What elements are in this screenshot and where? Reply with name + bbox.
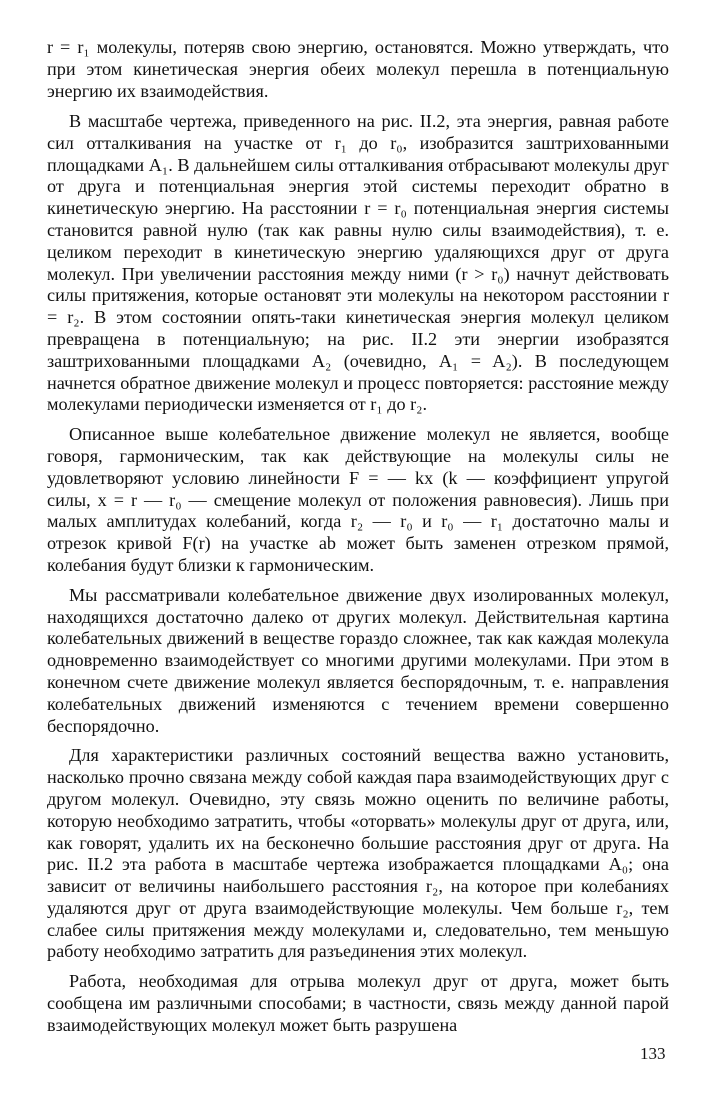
paragraph-6: Работа, необходимая для отрыва молекул друг от друга, может быть сообщена им различными способами; в частности, связь между данной парой взаимодействующих молекул может быть разрушена — [47, 971, 669, 1035]
paragraph-1: r = r₁ молекулы, потеряв свою энергию, остановятся. Можно утверждать, что при этом кинетическая энергия обеих молекул перешла в потенциальную энергию их взаимодействия. — [47, 37, 669, 101]
paragraph-5: Для характеристики различных состояний вещества важно установить, насколько прочно связана между собой каждая пара взаимодействующих друг с другом молекул. Очевидно, эту связь можно оценить по величине работы, которую необходимо затратить, чтобы «оторвать» молекулы друг от друга, или, как говорят, удалить их на бесконечно большие расстояния друг от друга. На рис. II.2 эта работа в масштабе чертежа изображается площадками A₀; она зависит от величины наибольшего расстояния r₂, на которое при колебаниях удаляются друг от друга взаимодействующие молекулы. Чем больше r₂, тем слабее силы притяжения между молекулами и, следовательно, тем меньшую работу необходимо затратить для разъединения этих молекул. — [47, 745, 669, 962]
page-text — [47, 37, 669, 1037]
page-number: 133 — [640, 1044, 666, 1063]
paragraph-2: В масштабе чертежа, приведенного на рис. II.2, эта энергия, равная работе сил отталкивания на участке от r₁ до r₀, изобразится заштрихованными площадками A₁. В дальнейшем силы отталкивания отбрасывают молекулы друг от друга и потенциальная энергия этой системы переходит обратно в кинетическую энергию. На расстоянии r = r₀ потенциальная энергия системы становится равной нулю (так как равны нулю силы взаимодействия), т. е. целиком переходит в кинетическую энергию удаляющихся друг от друга молекул. При увеличении расстояния между ними (r > r₀) начнут действовать силы притяжения, которые остановят эти молекулы на некотором расстоянии r = r₂. В этом состоянии опять-таки кинетическая энергия молекул целиком превращена в потенциальную; на рис. II.2 эти энергии изобразятся заштрихованными площадками A₂ (очевидно, A₁ = A₂). В последующем начнется обратное движение молекул и процесс повторяется: расстояние между молекулами периодически изменяется от r₁ до r₂. — [47, 111, 669, 415]
paragraph-3: Описанное выше колебательное движение молекул не является, вообще говоря, гармоническим, так как действующие на молекулы силы не удовлетворяют условию линейности F = — kx (k — коэффициент упругой силы, x = r — r₀ — смещение молекул от положения равновесия). Лишь при малых амплитудах колебаний, когда r₂ — r₀ и r₀ — r₁ достаточно малы и отрезок кривой F(r) на участке ab может быть заменен отрезком прямой, колебания будут близки к гармоническим. — [47, 424, 669, 575]
paragraph-4: Мы рассматривали колебательное движение двух изолированных молекул, находящихся достаточно далеко от других молекул. Действительная картина колебательных движений в веществе гораздо сложнее, так как каждая молекула одновременно взаимодействует со многими другими молекулами. При этом в конечном счете движение молекул является беспорядочным, т. е. направления колебательных движений изменяются с течением времени совершенно беспорядочно. — [47, 584, 669, 736]
